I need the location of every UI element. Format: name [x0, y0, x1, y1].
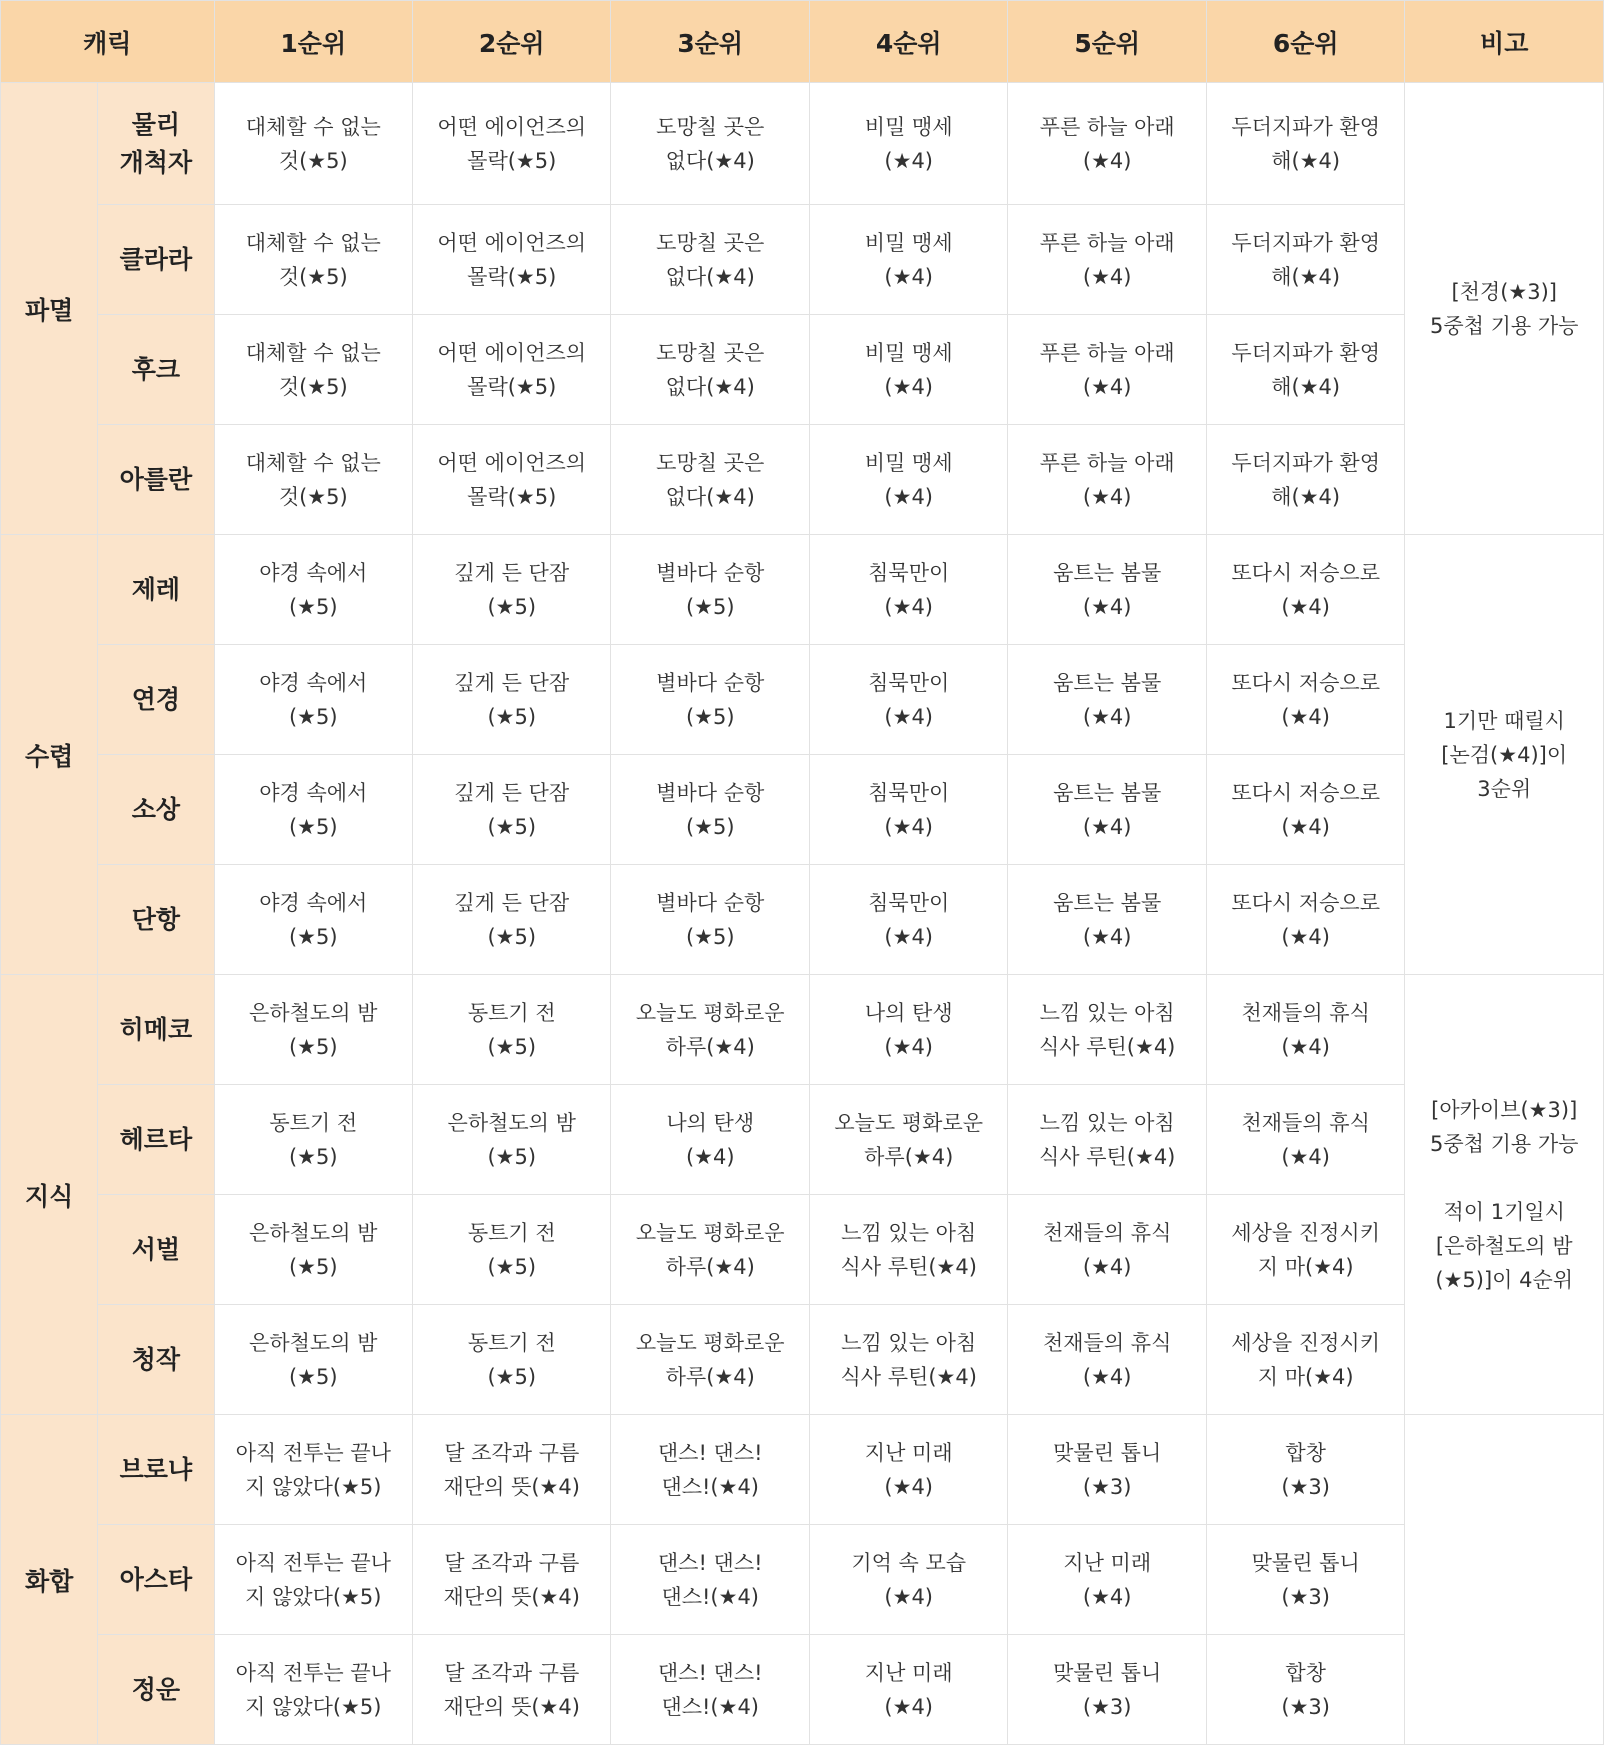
table-row: [1, 535, 1604, 645]
rank-5-cell: 지난 미래 (★4): [1008, 1525, 1206, 1635]
rank-3-cell: 별바다 순항 (★5): [611, 535, 809, 645]
rank-2-cell: 달 조각과 구름 재단의 뜻(★4): [413, 1525, 611, 1635]
rank-2-cell: 달 조각과 구름 재단의 뜻(★4): [413, 1415, 611, 1525]
header-rank-6: 6순위: [1206, 1, 1404, 83]
rank-1-cell: 아직 전투는 끝나 지 않았다(★5): [214, 1635, 412, 1745]
rank-4-cell: 비밀 맹세 (★4): [809, 315, 1007, 425]
rank-1-cell: 대체할 수 없는 것(★5): [214, 425, 412, 535]
rank-1-cell: 대체할 수 없는 것(★5): [214, 315, 412, 425]
table-row: [1, 1195, 1604, 1305]
rank-2-cell: 깊게 든 단잠 (★5): [413, 865, 611, 975]
rank-3-cell: 도망칠 곳은 없다(★4): [611, 83, 809, 205]
table-row: [1, 865, 1604, 975]
note-cell: [1405, 1415, 1604, 1745]
rank-2-cell: 달 조각과 구름 재단의 뜻(★4): [413, 1635, 611, 1745]
table-row: [1, 1635, 1604, 1745]
rank-3-cell: 댄스! 댄스! 댄스!(★4): [611, 1525, 809, 1635]
table-row: [1, 1305, 1604, 1415]
rank-6-cell: 또다시 저승으로 (★4): [1206, 645, 1404, 755]
rank-1-cell: 야경 속에서 (★5): [214, 645, 412, 755]
rank-1-cell: 야경 속에서 (★5): [214, 755, 412, 865]
rank-1-cell: 야경 속에서 (★5): [214, 865, 412, 975]
rank-1-cell: 야경 속에서 (★5): [214, 535, 412, 645]
rank-5-cell: 느낌 있는 아침 식사 루틴(★4): [1008, 975, 1206, 1085]
rank-3-cell: 오늘도 평화로운 하루(★4): [611, 1195, 809, 1305]
rank-1-cell: 아직 전투는 끝나 지 않았다(★5): [214, 1525, 412, 1635]
character-name: 아스타: [98, 1525, 214, 1635]
rank-4-cell: 침묵만이 (★4): [809, 645, 1007, 755]
header-rank-2: 2순위: [413, 1, 611, 83]
path-label: 화합: [1, 1415, 98, 1745]
rank-1-cell: 대체할 수 없는 것(★5): [214, 83, 412, 205]
rank-2-cell: 깊게 든 단잠 (★5): [413, 645, 611, 755]
table-row: [1, 1525, 1604, 1635]
rank-4-cell: 오늘도 평화로운 하루(★4): [809, 1085, 1007, 1195]
rank-6-cell: 세상을 진정시키 지 마(★4): [1206, 1195, 1404, 1305]
rank-4-cell: 나의 탄생 (★4): [809, 975, 1007, 1085]
rank-5-cell: 맞물린 톱니 (★3): [1008, 1415, 1206, 1525]
character-name: 단항: [98, 865, 214, 975]
header-rank-5: 5순위: [1008, 1, 1206, 83]
character-name: 아를란: [98, 425, 214, 535]
rank-2-cell: 어떤 에이언즈의 몰락(★5): [413, 83, 611, 205]
rank-3-cell: 댄스! 댄스! 댄스!(★4): [611, 1635, 809, 1745]
rank-5-cell: 느낌 있는 아침 식사 루틴(★4): [1008, 1085, 1206, 1195]
rank-6-cell: 맞물린 톱니 (★3): [1206, 1525, 1404, 1635]
header-rank-4: 4순위: [809, 1, 1007, 83]
rank-5-cell: 푸른 하늘 아래 (★4): [1008, 315, 1206, 425]
rank-3-cell: 도망칠 곳은 없다(★4): [611, 425, 809, 535]
rank-4-cell: 침묵만이 (★4): [809, 755, 1007, 865]
table-row: [1, 1415, 1604, 1525]
rank-2-cell: 동트기 전 (★5): [413, 975, 611, 1085]
character-name: 클라라: [98, 205, 214, 315]
rank-4-cell: 침묵만이 (★4): [809, 535, 1007, 645]
rank-5-cell: 움트는 봄물 (★4): [1008, 865, 1206, 975]
character-name: 정운: [98, 1635, 214, 1745]
header-character: 캐릭: [1, 1, 215, 83]
rank-3-cell: 별바다 순항 (★5): [611, 645, 809, 755]
table-row: [1, 425, 1604, 535]
rank-3-cell: 댄스! 댄스! 댄스!(★4): [611, 1415, 809, 1525]
table-row: [1, 205, 1604, 315]
path-label: 수렵: [1, 535, 98, 975]
character-name: 브로냐: [98, 1415, 214, 1525]
header-rank-1: 1순위: [214, 1, 412, 83]
rank-2-cell: 어떤 에이언즈의 몰락(★5): [413, 205, 611, 315]
rank-4-cell: 느낌 있는 아침 식사 루틴(★4): [809, 1305, 1007, 1415]
character-name: 청작: [98, 1305, 214, 1415]
rank-6-cell: 천재들의 휴식 (★4): [1206, 1085, 1404, 1195]
rank-5-cell: 움트는 봄물 (★4): [1008, 755, 1206, 865]
rank-5-cell: 움트는 봄물 (★4): [1008, 535, 1206, 645]
rank-2-cell: 깊게 든 단잠 (★5): [413, 535, 611, 645]
path-label: 파멸: [1, 83, 98, 535]
rank-1-cell: 은하철도의 밤 (★5): [214, 1195, 412, 1305]
rank-6-cell: 두더지파가 환영 해(★4): [1206, 315, 1404, 425]
rank-5-cell: 푸른 하늘 아래 (★4): [1008, 425, 1206, 535]
rank-4-cell: 비밀 맹세 (★4): [809, 425, 1007, 535]
rank-3-cell: 나의 탄생 (★4): [611, 1085, 809, 1195]
rank-6-cell: 천재들의 휴식 (★4): [1206, 975, 1404, 1085]
rank-6-cell: 또다시 저승으로 (★4): [1206, 535, 1404, 645]
rank-4-cell: 느낌 있는 아침 식사 루틴(★4): [809, 1195, 1007, 1305]
character-name: 물리 개척자: [98, 83, 214, 205]
rank-4-cell: 지난 미래 (★4): [809, 1415, 1007, 1525]
rank-5-cell: 푸른 하늘 아래 (★4): [1008, 83, 1206, 205]
character-name: 연경: [98, 645, 214, 755]
rank-1-cell: 은하철도의 밤 (★5): [214, 1305, 412, 1415]
rank-6-cell: 두더지파가 환영 해(★4): [1206, 83, 1404, 205]
character-name: 소상: [98, 755, 214, 865]
rank-6-cell: 또다시 저승으로 (★4): [1206, 865, 1404, 975]
character-name: 후크: [98, 315, 214, 425]
rank-5-cell: 천재들의 휴식 (★4): [1008, 1195, 1206, 1305]
rank-2-cell: 동트기 전 (★5): [413, 1305, 611, 1415]
rank-4-cell: 비밀 맹세 (★4): [809, 205, 1007, 315]
header-rank-3: 3순위: [611, 1, 809, 83]
note-cell: [아카이브(★3)] 5중첩 기용 가능 적이 1기일시 [은하철도의 밤 (★5)]이 4순위: [1405, 975, 1604, 1415]
table-row: [1, 975, 1604, 1085]
rank-5-cell: 맞물린 톱니 (★3): [1008, 1635, 1206, 1745]
rank-3-cell: 도망칠 곳은 없다(★4): [611, 205, 809, 315]
header-row: [1, 1, 1604, 83]
rank-2-cell: 어떤 에이언즈의 몰락(★5): [413, 315, 611, 425]
rank-4-cell: 기억 속 모습 (★4): [809, 1525, 1007, 1635]
rank-5-cell: 움트는 봄물 (★4): [1008, 645, 1206, 755]
rank-3-cell: 오늘도 평화로운 하루(★4): [611, 975, 809, 1085]
path-label: 지식: [1, 975, 98, 1415]
rank-1-cell: 대체할 수 없는 것(★5): [214, 205, 412, 315]
note-cell: 1기만 때릴시 [논검(★4)]이 3순위: [1405, 535, 1604, 975]
rank-6-cell: 두더지파가 환영 해(★4): [1206, 425, 1404, 535]
note-cell: [천경(★3)] 5중첩 기용 가능: [1405, 83, 1604, 535]
rank-5-cell: 푸른 하늘 아래 (★4): [1008, 205, 1206, 315]
rank-6-cell: 합창 (★3): [1206, 1635, 1404, 1745]
rank-5-cell: 천재들의 휴식 (★4): [1008, 1305, 1206, 1415]
rank-6-cell: 두더지파가 환영 해(★4): [1206, 205, 1404, 315]
rank-4-cell: 지난 미래 (★4): [809, 1635, 1007, 1745]
rank-1-cell: 은하철도의 밤 (★5): [214, 975, 412, 1085]
rank-2-cell: 깊게 든 단잠 (★5): [413, 755, 611, 865]
table-row: [1, 1085, 1604, 1195]
rank-6-cell: 합창 (★3): [1206, 1415, 1404, 1525]
rank-1-cell: 아직 전투는 끝나 지 않았다(★5): [214, 1415, 412, 1525]
rank-2-cell: 은하철도의 밤 (★5): [413, 1085, 611, 1195]
rank-1-cell: 동트기 전 (★5): [214, 1085, 412, 1195]
table-row: [1, 755, 1604, 865]
table-row: [1, 83, 1604, 205]
rank-3-cell: 별바다 순항 (★5): [611, 865, 809, 975]
rank-6-cell: 또다시 저승으로 (★4): [1206, 755, 1404, 865]
rank-3-cell: 별바다 순항 (★5): [611, 755, 809, 865]
rank-6-cell: 세상을 진정시키 지 마(★4): [1206, 1305, 1404, 1415]
character-name: 제레: [98, 535, 214, 645]
rank-3-cell: 도망칠 곳은 없다(★4): [611, 315, 809, 425]
character-name: 서벌: [98, 1195, 214, 1305]
rank-4-cell: 비밀 맹세 (★4): [809, 83, 1007, 205]
character-name: 히메코: [98, 975, 214, 1085]
rank-2-cell: 동트기 전 (★5): [413, 1195, 611, 1305]
table-row: [1, 645, 1604, 755]
header-note: 비고: [1405, 1, 1604, 83]
table-row: [1, 315, 1604, 425]
rank-3-cell: 오늘도 평화로운 하루(★4): [611, 1305, 809, 1415]
character-name: 헤르타: [98, 1085, 214, 1195]
rank-2-cell: 어떤 에이언즈의 몰락(★5): [413, 425, 611, 535]
rank-4-cell: 침묵만이 (★4): [809, 865, 1007, 975]
